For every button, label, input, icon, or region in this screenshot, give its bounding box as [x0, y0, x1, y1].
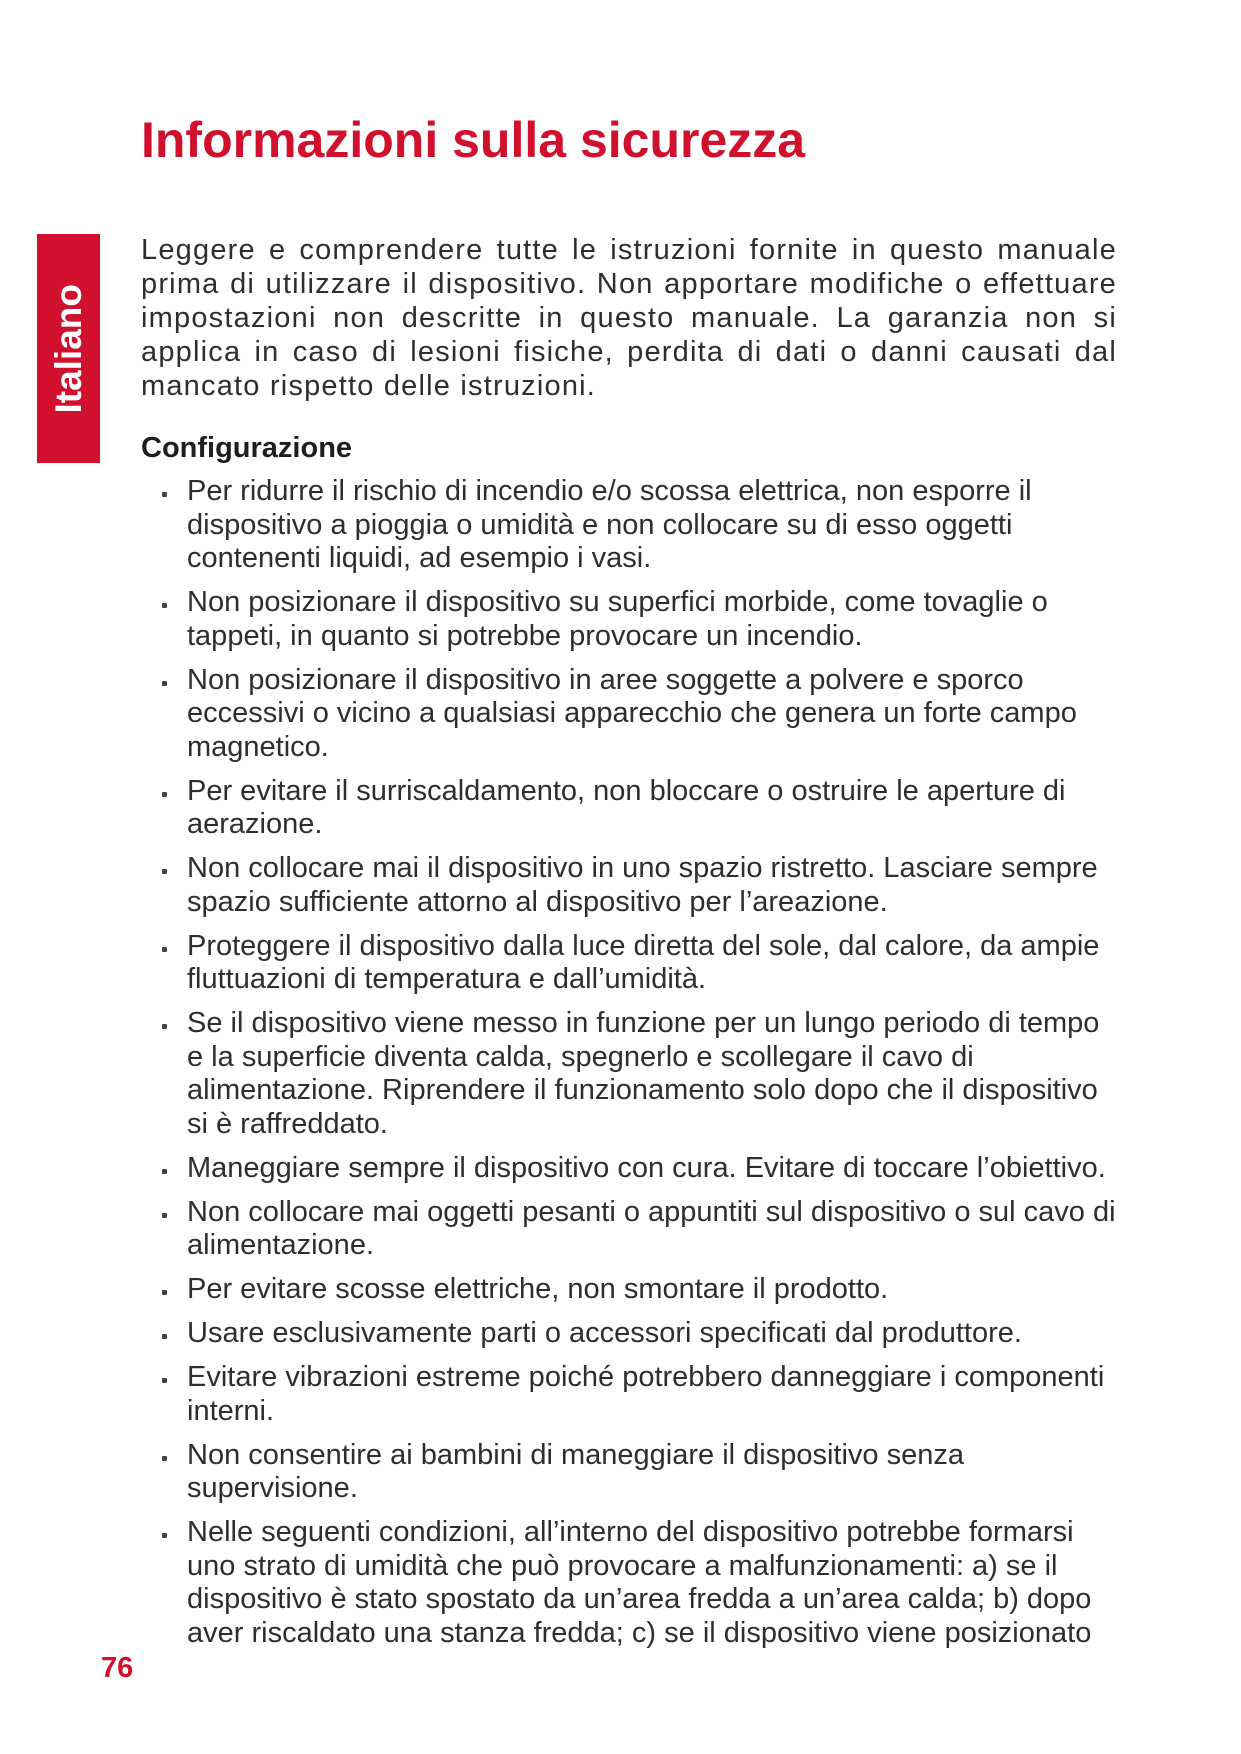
- list-item-text: Per evitare il surriscaldamento, non bloccare o ostruire le aperture di aerazione.: [187, 774, 1066, 840]
- list-item-text: Non consentire ai bambini di maneggiare il dispositivo senza supervisione.: [187, 1438, 964, 1504]
- list-item-text: Nelle seguenti condizioni, all’interno del dispositivo potrebbe formarsi uno strato di umidità che può provocare a malfunzionamenti: a) se il dispositivo è stato spostato da un’area fredda a un’area calda; b) dopo aver riscaldato una stanza fredda; c) se il dispositivo viene posizionato: [187, 1516, 1092, 1649]
- bullet-icon: [162, 1169, 167, 1174]
- list-item: [187, 1516, 1122, 1650]
- safety-list: [187, 475, 1122, 1661]
- list-item: [187, 586, 1122, 653]
- list-item: [187, 475, 1122, 576]
- list-item: [187, 1317, 1122, 1351]
- list-item-text: Maneggiare sempre il dispositivo con cura. Evitare di toccare l’obiettivo.: [187, 1151, 1106, 1184]
- bullet-icon: [162, 681, 167, 686]
- bullet-icon: [162, 1334, 167, 1339]
- list-item: [187, 1273, 1122, 1307]
- bullet-icon: [162, 1024, 167, 1029]
- list-item-text: Usare esclusivamente parti o accessori specificati dal produttore.: [187, 1317, 1022, 1349]
- bullet-icon: [162, 603, 167, 608]
- list-item: [187, 1196, 1122, 1263]
- bullet-icon: [162, 869, 167, 874]
- bullet-icon: [162, 792, 167, 797]
- list-item: [187, 930, 1122, 997]
- bullet-icon: [162, 1213, 167, 1218]
- bullet-icon: [162, 947, 167, 952]
- list-item: [187, 1152, 1122, 1186]
- bullet-icon: [162, 1378, 167, 1383]
- language-tab: [37, 234, 100, 463]
- list-item-text: Se il dispositivo viene messo in funzione per un lungo periodo di tempo e la superficie diventa calda, spegnerlo e scollegare il cavo di alimentazione. Riprendere il funzionamento solo dopo che il dispositivo si è raffreddato.: [187, 1007, 1100, 1140]
- section-heading: Configurazione: [141, 432, 353, 464]
- list-item: [187, 1439, 1122, 1506]
- list-item: [187, 775, 1122, 842]
- bullet-icon: [162, 1290, 167, 1295]
- bullet-icon: [162, 492, 167, 497]
- list-item: [187, 852, 1122, 919]
- page-title: Informazioni sulla sicurezza: [141, 112, 806, 168]
- list-item: [187, 664, 1122, 765]
- intro-paragraph: Leggere e comprendere tutte le istruzioni fornite in questo manuale prima di utilizzare il dispositivo. Non apportare modifiche o effettuare impostazioni non descritte in questo manuale. La garanzia non si applica in caso di lesioni fisiche, perdita di dati o danni causati dal mancato rispetto delle istruzioni.: [141, 234, 1117, 402]
- bullet-icon: [162, 1533, 167, 1538]
- list-item-text: Proteggere il dispositivo dalla luce diretta del sole, dal calore, da ampie fluttuazioni di temperatura e dall’umidità.: [187, 929, 1100, 995]
- page-number: 76: [101, 1652, 134, 1684]
- list-item-text: Non posizionare il dispositivo in aree soggette a polvere e sporco eccessivi o vicino a qualsiasi apparecchio che genera un forte campo magnetico.: [187, 663, 1077, 763]
- language-tab-label: Italiano: [48, 283, 89, 414]
- bullet-icon: [162, 1456, 167, 1461]
- list-item: [187, 1361, 1122, 1428]
- list-item-text: Per evitare scosse elettriche, non smontare il prodotto.: [187, 1273, 889, 1305]
- list-item-text: Evitare vibrazioni estreme poiché potrebbero danneggiare i componenti interni.: [187, 1361, 1105, 1427]
- list-item: [187, 1007, 1122, 1141]
- list-item-text: Non collocare mai il dispositivo in uno spazio ristretto. Lasciare sempre spazio sufficiente attorno al dispositivo per l’areazione.: [187, 852, 1098, 918]
- list-item-text: Non collocare mai oggetti pesanti o appuntiti sul dispositivo o sul cavo di alimentazione.: [187, 1195, 1116, 1261]
- list-item-text: Per ridurre il rischio di incendio e/o scossa elettrica, non esporre il dispositivo a pioggia o umidità e non collocare su di esso oggetti contenenti liquidi, ad esempio i vasi.: [187, 475, 1032, 574]
- list-item-text: Non posizionare il dispositivo su superfici morbide, come tovaglie o tappeti, in quanto si potrebbe provocare un incendio.: [187, 586, 1048, 652]
